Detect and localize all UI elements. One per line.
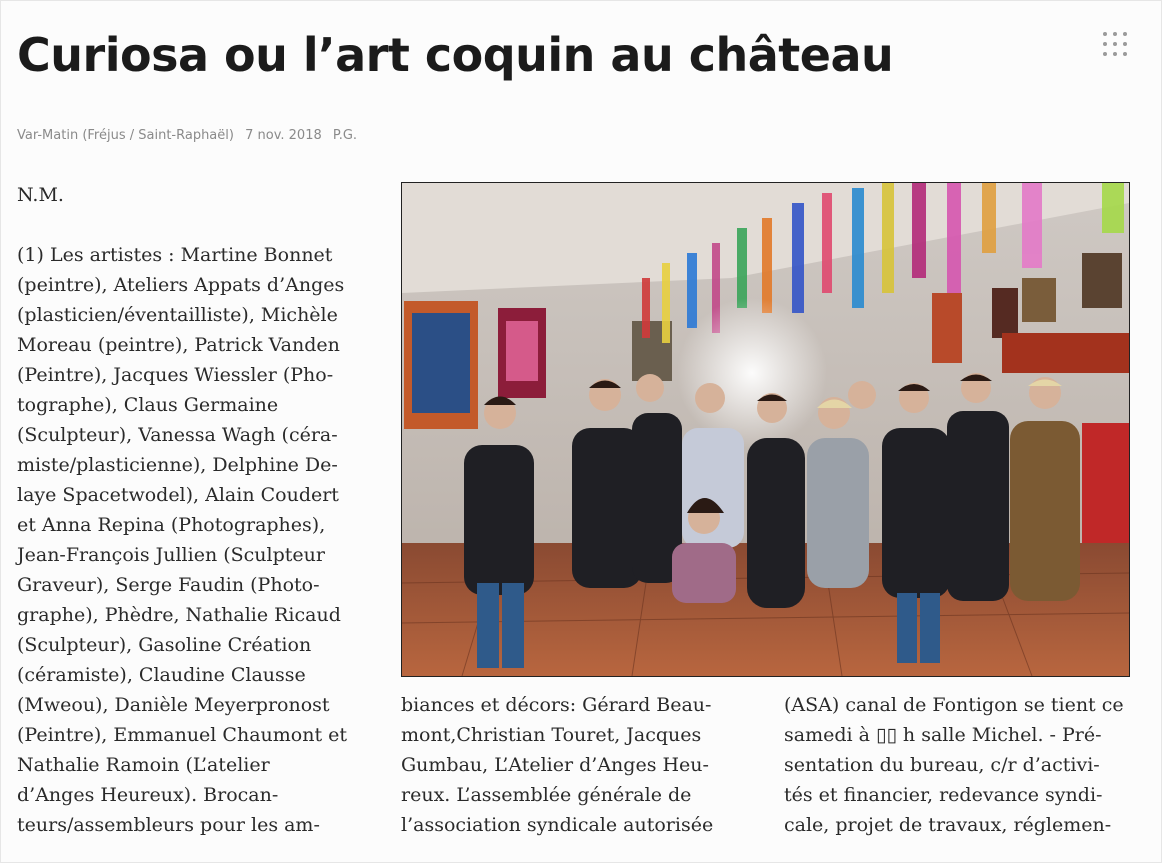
text-line: mont,Christian Touret, Jacques <box>401 724 702 746</box>
text-line: Graveur), Serge Faudin (Photo- <box>17 574 320 596</box>
text-line: miste/plasticienne), Delphine De- <box>17 454 338 476</box>
text-line: graphe), Phèdre, Nathalie Ricaud <box>17 604 341 626</box>
article-title: Curiosa ou l’art coquin au château <box>17 28 894 82</box>
text-line: Gumbau, L’Atelier d’Anges Heu- <box>401 754 709 776</box>
article-source: Var-Matin (Fréjus / Saint-Raphaël) <box>17 128 234 143</box>
text-line: Nathalie Ramoin (L’atelier <box>17 754 270 776</box>
text-column-2 <box>401 690 741 840</box>
article-photo <box>401 182 1130 677</box>
text-column-1 <box>17 180 367 840</box>
text-line: l’association syndicale autorisée <box>401 814 714 836</box>
text-line: reux. L’assemblée générale de <box>401 784 692 806</box>
text-line: d’Anges Heureux). Brocan- <box>17 784 279 806</box>
text-line: laye Spacetwodel), Alain Coudert <box>17 484 339 506</box>
text-line: tés et financier, redevance syndi- <box>784 784 1103 806</box>
text-line: (1) Les artistes : Martine Bonnet <box>17 244 333 266</box>
text-line: tographe), Claus Germaine <box>17 394 279 416</box>
text-line: Moreau (peintre), Patrick Vanden <box>17 334 340 356</box>
article-author: P.G. <box>332 128 358 143</box>
text-line: Jean-François Jullien (Sculpteur <box>17 544 325 566</box>
text-line: (ASA) canal de Fontigon se tient ce <box>784 694 1124 716</box>
article-date: 7 nov. 2018 <box>245 128 322 143</box>
text-line: (Peintre), Jacques Wiessler (Pho- <box>17 364 334 386</box>
text-line: (Mweou), Danièle Meyerpronost <box>17 694 330 716</box>
text-line: (plasticien/éventailliste), Michèle <box>17 304 338 326</box>
article-meta <box>17 128 364 143</box>
text-line: (Sculpteur), Vanessa Wagh (céra- <box>17 424 338 446</box>
text-line: N.M. <box>17 184 64 206</box>
text-line: et Anna Repina (Photographes), <box>17 514 326 536</box>
text-line: (Peintre), Emmanuel Chaumont et <box>17 724 348 746</box>
text-line: samedi à ▯▯ h salle Michel. - Pré- <box>784 724 1102 746</box>
text-column-3 <box>784 690 1144 840</box>
text-line: sentation du bureau, c/r d’activi- <box>784 754 1100 776</box>
text-line: (céramiste), Claudine Clausse <box>17 664 306 686</box>
text-line <box>17 210 367 240</box>
text-line: (peintre), Ateliers Appats d’Anges <box>17 274 345 296</box>
text-line: (Sculpteur), Gasoline Création <box>17 634 312 656</box>
grid-menu-icon[interactable] <box>1101 30 1129 58</box>
group-photo-illustration <box>402 183 1129 676</box>
text-line: teurs/assembleurs pour les am- <box>17 814 320 836</box>
text-line: biances et décors: Gérard Beau- <box>401 694 712 716</box>
text-line: cale, projet de travaux, réglemen- <box>784 814 1112 836</box>
